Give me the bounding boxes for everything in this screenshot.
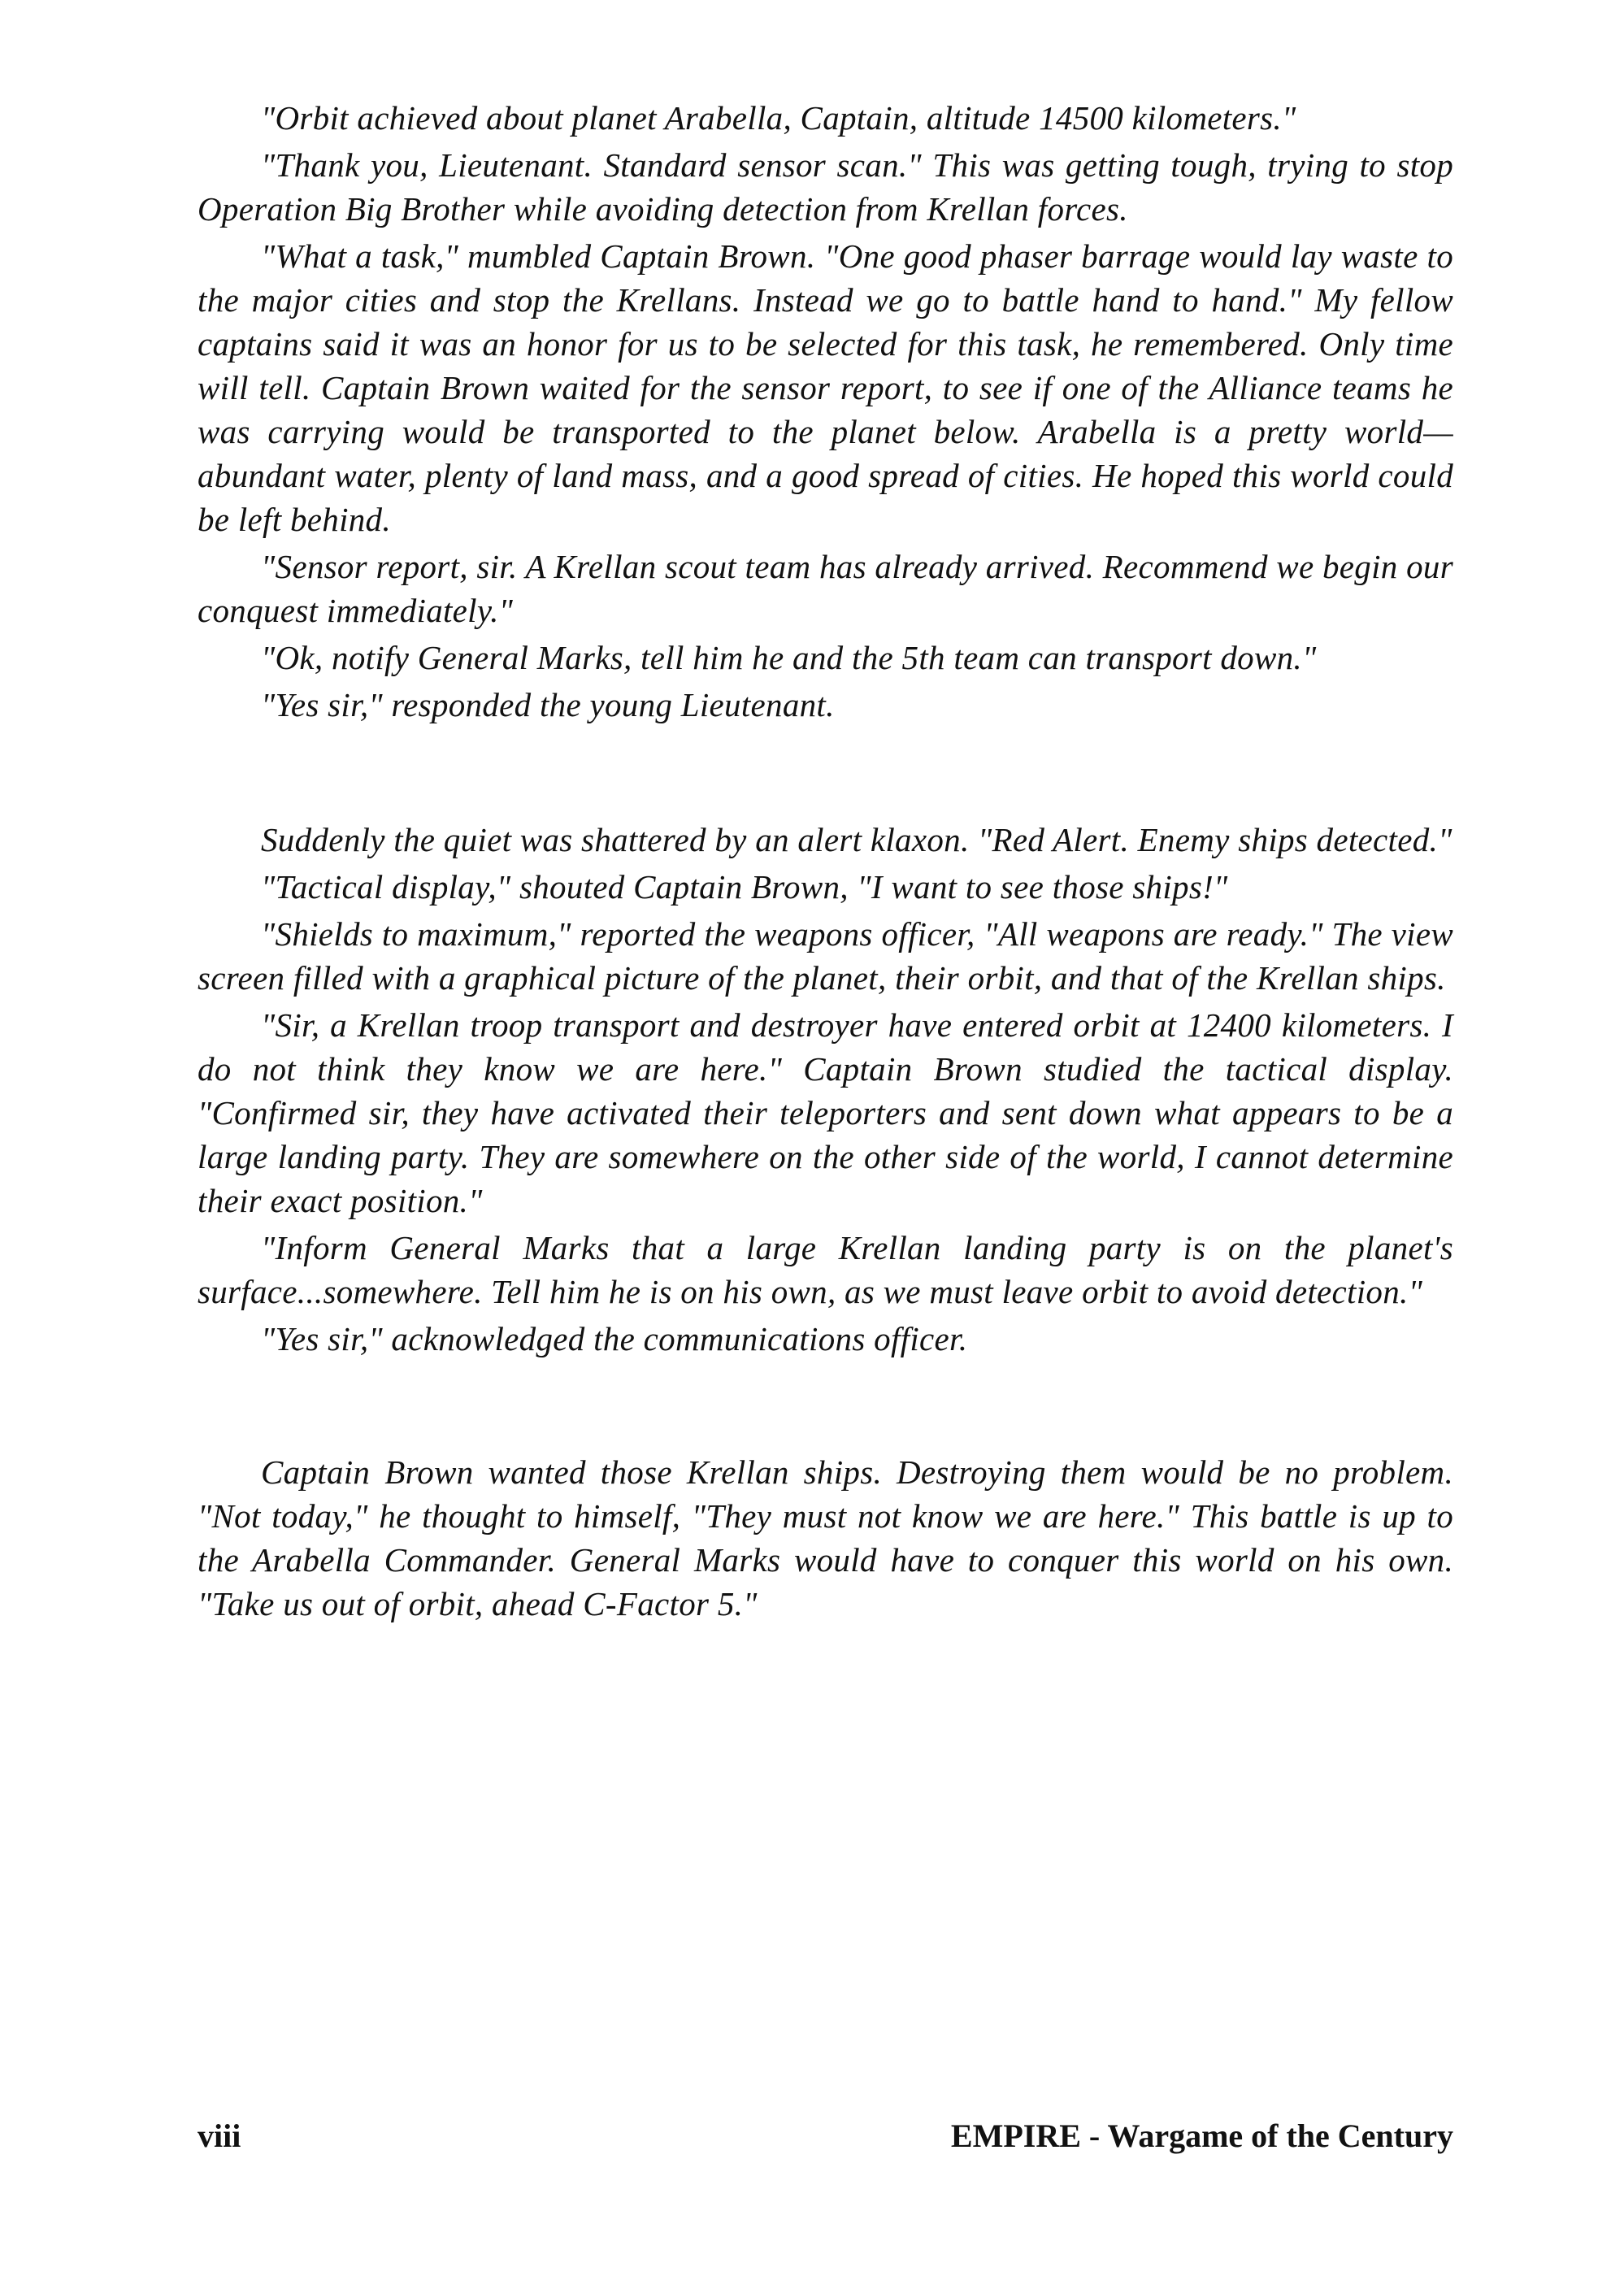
paragraph: "Sensor report, sir. A Krellan scout team has already arrived. Recommend we begin our conquest immediately.": [198, 548, 1453, 629]
page-number: viii: [198, 2117, 241, 2154]
paragraph: Suddenly the quiet was shattered by an alert klaxon. "Red Alert. Enemy ships detected.": [261, 821, 1452, 858]
paragraph: "Tactical display," shouted Captain Brown, "I want to see those ships!": [261, 868, 1228, 906]
paragraph: "Inform General Marks that a large Krellan landing party is on the planet's surface...somewhere. Tell him he is on his own, as we must leave orbit to avoid detection.": [198, 1229, 1453, 1310]
paragraph: "What a task," mumbled Captain Brown. "One good phaser barrage would lay waste to the major cities and stop the Krellans. Instead we go to battle hand to hand." My fellow captains said it was an honor for us to be selected for this task, he remembered. Only time will tell. Captain Brown waited for the sensor report, to see if one of the Alliance teams he was carrying would be transported to the planet below. Arabella is a pretty world—abundant water, plenty of land mass, and a good spread of cities. He hoped this world could be left behind.: [198, 237, 1453, 538]
paragraph: "Yes sir," responded the young Lieutenant.: [261, 686, 835, 723]
story-text: [198, 96, 1453, 1629]
paragraph: "Thank you, Lieutenant. Standard sensor scan." This was getting tough, trying to stop Operation Big Brother while avoiding detection from Krellan forces.: [198, 146, 1453, 228]
paragraph: "Sir, a Krellan troop transport and destroyer have entered orbit at 12400 kilometers. I do not think they know we are here." Captain Brown studied the tactical display. "Confirmed sir, they have activated their teleporters and sent down what appears to be a large landing party. They are somewhere on the other side of the world, I cannot determine their exact position.": [198, 1006, 1453, 1219]
paragraph: "Orbit achieved about planet Arabella, Captain, altitude 14500 kilometers.": [261, 99, 1296, 137]
paragraph: "Ok, notify General Marks, tell him he and the 5th team can transport down.": [261, 639, 1317, 676]
book-title: EMPIRE - Wargame of the Century: [950, 2117, 1453, 2154]
page-footer: [198, 2117, 1453, 2155]
paragraph: "Yes sir," acknowledged the communications officer.: [261, 1320, 968, 1357]
paragraph: "Shields to maximum," reported the weapons officer, "All weapons are ready." The view screen filled with a graphical picture of the planet, their orbit, and that of the Krellan ships.: [198, 915, 1453, 997]
paragraph: Captain Brown wanted those Krellan ships. Destroying them would be no problem. "Not today," he thought to himself, "They must not know we are here." This battle is up to the Arabella Commander. General Marks would have to conquer this world on his own. "Take us out of orbit, ahead C-Factor 5.": [198, 1453, 1453, 1622]
